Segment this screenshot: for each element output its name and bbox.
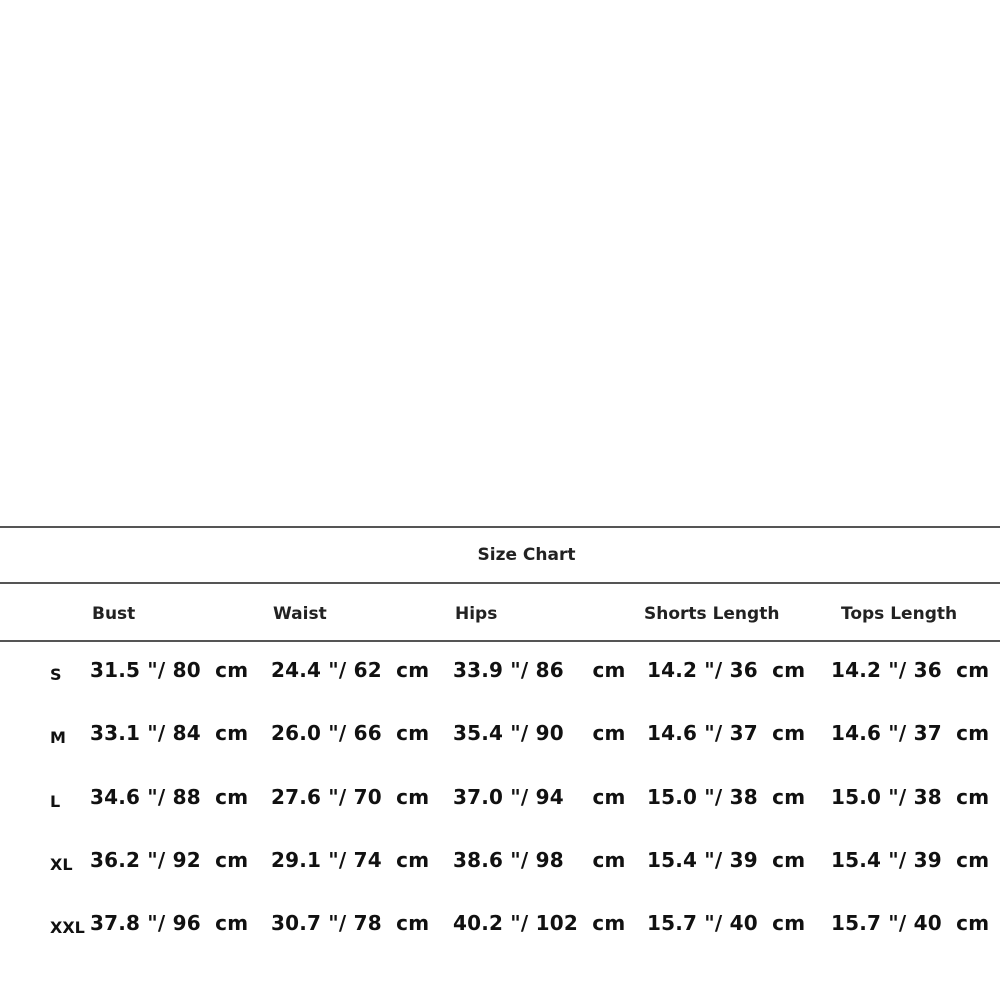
hips-cell: 33.9 "/ 86 cm bbox=[453, 658, 626, 682]
hips-cell: 37.0 "/ 94 cm bbox=[453, 785, 626, 809]
shorts-length-cell: 14.2 "/ 36 cm bbox=[647, 658, 806, 682]
size-chart-title-text: Size Chart bbox=[477, 545, 576, 565]
size-chart-title bbox=[0, 545, 1000, 565]
shorts-length-cell: 15.0 "/ 38 cm bbox=[647, 785, 806, 809]
table-row bbox=[0, 785, 1000, 815]
header-divider bbox=[0, 640, 1000, 642]
table-row bbox=[0, 658, 1000, 688]
column-header-hips: Hips bbox=[455, 604, 498, 624]
waist-cell: 30.7 "/ 78 cm bbox=[271, 911, 430, 935]
size-label: XL bbox=[50, 855, 73, 874]
title-divider bbox=[0, 582, 1000, 584]
tops-length-cell: 15.4 "/ 39 cm bbox=[831, 848, 990, 872]
hips-cell: 38.6 "/ 98 cm bbox=[453, 848, 626, 872]
table-row bbox=[0, 721, 1000, 751]
hips-cell: 35.4 "/ 90 cm bbox=[453, 721, 626, 745]
tops-length-cell: 14.2 "/ 36 cm bbox=[831, 658, 990, 682]
waist-cell: 26.0 "/ 66 cm bbox=[271, 721, 430, 745]
size-label: S bbox=[50, 665, 62, 684]
tops-length-cell: 15.0 "/ 38 cm bbox=[831, 785, 990, 809]
waist-cell: 29.1 "/ 74 cm bbox=[271, 848, 430, 872]
shorts-length-cell: 15.4 "/ 39 cm bbox=[647, 848, 806, 872]
column-header-waist: Waist bbox=[273, 604, 327, 624]
table-row bbox=[0, 911, 1000, 941]
waist-cell: 27.6 "/ 70 cm bbox=[271, 785, 430, 809]
bust-cell: 33.1 "/ 84 cm bbox=[90, 721, 249, 745]
tops-length-cell: 15.7 "/ 40 cm bbox=[831, 911, 990, 935]
bust-cell: 31.5 "/ 80 cm bbox=[90, 658, 249, 682]
waist-cell: 24.4 "/ 62 cm bbox=[271, 658, 430, 682]
column-header-bust: Bust bbox=[92, 604, 136, 624]
column-header-shorts-length: Shorts Length bbox=[644, 604, 780, 624]
bust-cell: 34.6 "/ 88 cm bbox=[90, 785, 249, 809]
size-label: L bbox=[50, 792, 61, 811]
column-header-tops-length: Tops Length bbox=[841, 604, 958, 624]
table-top-border bbox=[0, 526, 1000, 528]
bust-cell: 37.8 "/ 96 cm bbox=[90, 911, 249, 935]
bust-cell: 36.2 "/ 92 cm bbox=[90, 848, 249, 872]
table-row bbox=[0, 848, 1000, 878]
size-label: XXL bbox=[50, 918, 85, 937]
hips-cell: 40.2 "/ 102 cm bbox=[453, 911, 626, 935]
size-label: M bbox=[50, 728, 66, 747]
tops-length-cell: 14.6 "/ 37 cm bbox=[831, 721, 990, 745]
shorts-length-cell: 15.7 "/ 40 cm bbox=[647, 911, 806, 935]
shorts-length-cell: 14.6 "/ 37 cm bbox=[647, 721, 806, 745]
